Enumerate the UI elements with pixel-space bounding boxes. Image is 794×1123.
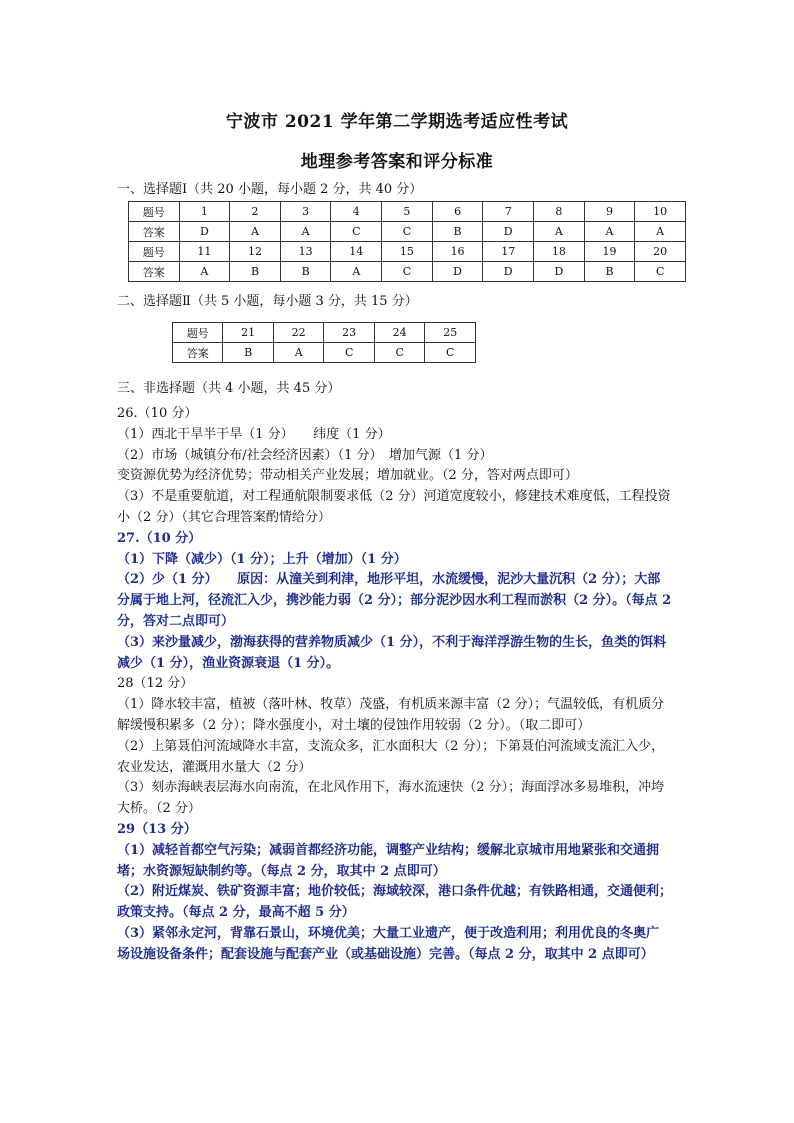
answer-line: （3）来沙量减少，渤海获得的营养物质减少（1 分），不利于海洋浮游生物的生长，鱼类的饵料: [117, 634, 667, 650]
table-cell: A: [179, 262, 230, 282]
answer-line: 解缓慢积累多（2 分）；降水强度小，对土壤的侵蚀作用较弱（2 分）。（取二即可）: [117, 718, 591, 733]
table-cell: A: [273, 343, 324, 363]
table-cell: 3: [280, 202, 331, 222]
section3-heading: 三、非选择题（共 4 小题，共 45 分）: [117, 381, 341, 396]
table-cell: 18: [534, 242, 585, 262]
table-cell: B: [223, 343, 274, 363]
table-cell: A: [635, 222, 686, 242]
table-cell: 6: [432, 202, 483, 222]
table-cell: 15: [382, 242, 433, 262]
answer-line: 变资源优势为经济优势；带动相关产业发展；增加就业。（2 分，答对两点即可）: [117, 468, 578, 484]
table-cell: A: [331, 262, 382, 282]
answer-line: 农业发达，灌溉用水量大（2 分）: [117, 759, 312, 775]
table-cell: A: [584, 222, 635, 242]
table-cell: C: [382, 222, 433, 242]
table-cell: C: [635, 262, 686, 282]
table-cell: 14: [331, 242, 382, 262]
table-cell: 21: [223, 323, 274, 343]
row-label: 题号: [129, 242, 180, 262]
answer-line: （3）不是重要航道，对工程通航限制要求低（2 分）河道宽度较小，修建技术难度低，工程投资: [117, 489, 671, 505]
table-row: [129, 242, 686, 262]
answer-table-1: [128, 201, 686, 282]
table-cell: 4: [331, 202, 382, 222]
table-cell: 20: [635, 242, 686, 262]
row-label: 答案: [129, 222, 180, 242]
section2-heading: 二、选择题Ⅱ（共 5 小题，每小题 3 分，共 15 分）: [117, 294, 418, 309]
table-row: [129, 222, 686, 242]
table-cell: D: [534, 262, 585, 282]
page-subtitle: 地理参考答案和评分标准: [300, 152, 494, 172]
answer-line: 小（2 分）（其它合理答案酌情给分）: [117, 510, 331, 525]
table-cell: B: [584, 262, 635, 282]
table-cell: C: [382, 262, 433, 282]
table-cell: A: [230, 222, 281, 242]
table-cell: 8: [534, 202, 585, 222]
table-row: [173, 343, 476, 363]
answer-line: 堵；水资源短缺制约等。（每点 2 分，取其中 2 点即可）: [117, 863, 446, 879]
answer-line: 28（12 分）: [117, 676, 194, 692]
row-label: 答案: [129, 262, 180, 282]
table-cell: C: [425, 343, 476, 363]
table-cell: 5: [382, 202, 433, 222]
table-cell: 11: [179, 242, 230, 262]
table-cell: C: [374, 343, 425, 363]
table-cell: 10: [635, 202, 686, 222]
table-row: [173, 323, 476, 343]
table-cell: 17: [483, 242, 534, 262]
table-cell: 22: [273, 323, 324, 343]
table-cell: 13: [280, 242, 331, 262]
answer-line: 29（13 分）: [117, 822, 197, 837]
table-cell: A: [534, 222, 585, 242]
table-cell: D: [432, 262, 483, 282]
row-label: 题号: [173, 323, 223, 343]
table-row: [129, 262, 686, 282]
answer-line: （1）降水较丰富，植被（落叶林、牧草）茂盛，有机质来源丰富（2 分）；气温较低，有机质分: [117, 697, 665, 713]
answer-line: 场设施设备条件；配套设施与配套产业（或基础设施）完善。（每点 2 分，取其中 2 点即可）: [117, 946, 654, 962]
table-cell: D: [483, 222, 534, 242]
answer-line: 27.（10 分）: [117, 530, 202, 546]
answer-line: （3）紧邻永定河，背靠石景山，环境优美；大量工业遗产，便于改造利用；利用优良的冬奥广: [117, 926, 660, 941]
table-cell: B: [280, 262, 331, 282]
answer-line: （1）减轻首都空气污染；减弱首都经济功能，调整产业结构；缓解北京城市用地紧张和交通拥: [117, 842, 660, 858]
answer-line: （1）下降（减少）（1 分）；上升（增加）（1 分）: [117, 551, 407, 567]
answer-line: 分属于地上河，径流汇入少，携沙能力弱（2 分）；部分泥沙因水利工程而淤积（2 分）。（每点 2: [117, 593, 672, 609]
table-cell: 2: [230, 202, 281, 222]
answer-table-2: [172, 322, 476, 363]
answer-line: 大桥。（2 分）: [117, 801, 201, 817]
answer-line: （2）少（1 分） 原因：从潼关到利津，地形平坦，水流缓慢，泥沙大量沉积（2 分）；大部: [117, 572, 661, 588]
table-cell: D: [483, 262, 534, 282]
answer-line: 减少（1 分），渔业资源衰退（1 分）。: [117, 655, 340, 671]
answer-line: （2）上第聂伯河流域降水丰富，支流众多，汇水面积大（2 分）；下第聂伯河流域支流汇入少，: [117, 738, 665, 754]
row-label: 题号: [129, 202, 180, 222]
page-title: 宁波市 2021 学年第二学期选考适应性考试: [225, 112, 569, 132]
table-cell: 9: [584, 202, 635, 222]
table-cell: 23: [324, 323, 375, 343]
table-cell: B: [230, 262, 281, 282]
table-cell: 19: [584, 242, 635, 262]
table-cell: 12: [230, 242, 281, 262]
table-cell: 7: [483, 202, 534, 222]
table-cell: 1: [179, 202, 230, 222]
table-cell: 16: [432, 242, 483, 262]
answer-line: 分，答对二点即可）: [117, 614, 235, 629]
table-cell: D: [179, 222, 230, 242]
answer-line: （1）西北干旱半干旱（1 分） 纬度（1 分）: [117, 426, 391, 442]
answer-line: （3）刻赤海峡表层海水向南流，在北风作用下，海水流速快（2 分）；海面浮冰多易堆积，冲垮: [117, 780, 665, 796]
table-cell: B: [432, 222, 483, 242]
answer-line: 26.（10 分）: [117, 406, 198, 421]
row-label: 答案: [173, 343, 223, 363]
table-cell: C: [331, 222, 382, 242]
answer-line: 政策支持。（每点 2 分，最高不超 5 分）: [117, 905, 355, 921]
answer-line: （2）市场（城镇分布/社会经济因素）（1 分） 增加气源（1 分）: [117, 447, 493, 463]
answer-line: （2）附近煤炭、铁矿资源丰富；地价较低；海域较深，港口条件优越；有铁路相通，交通便利；: [117, 884, 673, 900]
table-row: [129, 202, 686, 222]
table-cell: C: [324, 343, 375, 363]
table-cell: 24: [374, 323, 425, 343]
table-cell: 25: [425, 323, 476, 343]
section1-heading: 一、选择题Ⅰ（共 20 小题，每小题 2 分，共 40 分）: [117, 182, 423, 197]
table-cell: A: [280, 222, 331, 242]
